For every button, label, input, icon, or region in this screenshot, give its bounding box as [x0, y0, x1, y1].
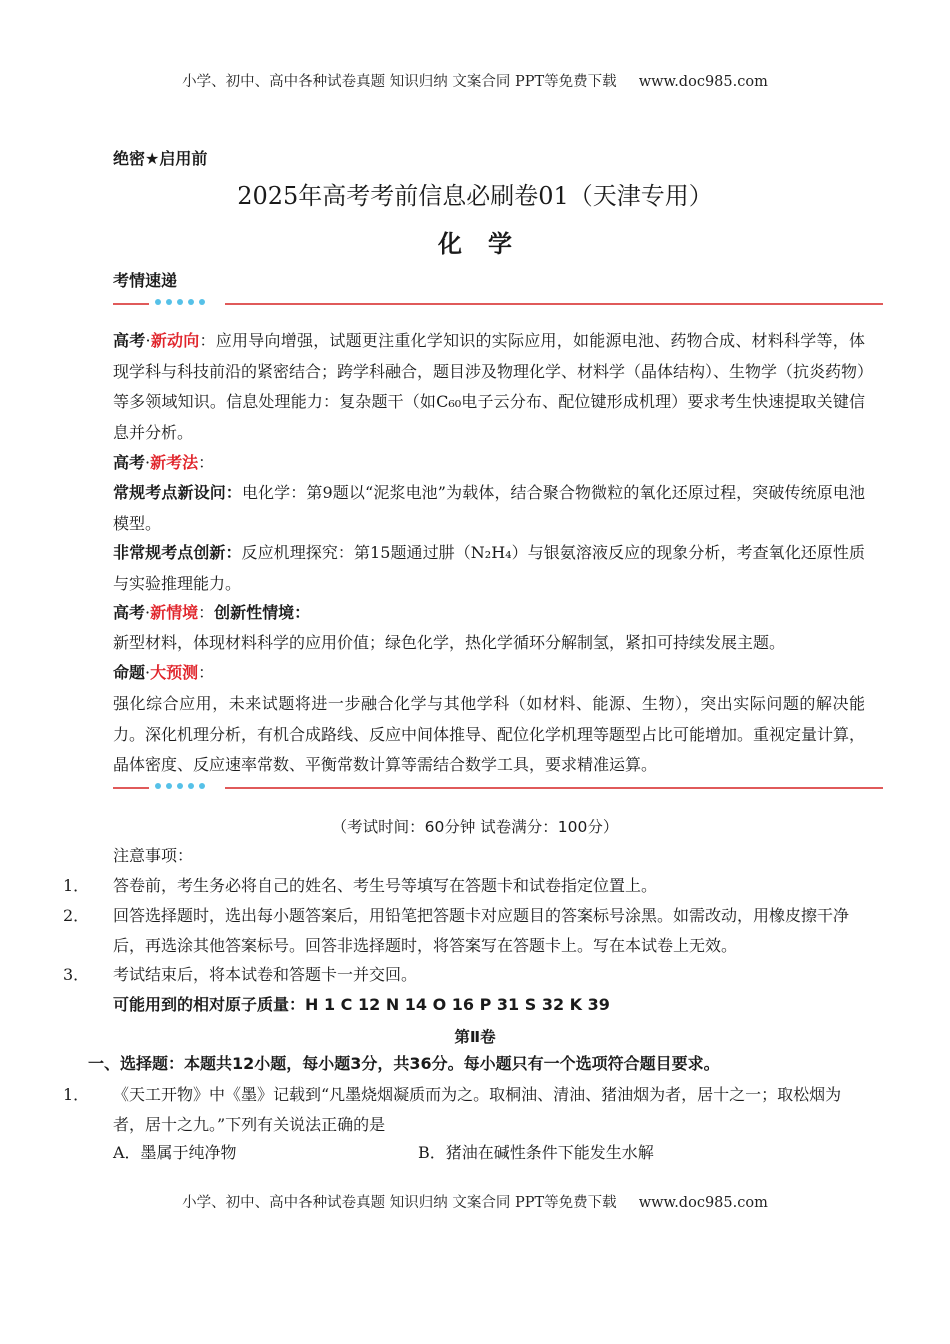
new-context-heading: 高考·新情境：创新性情境：: [113, 603, 311, 622]
secret-label: 绝密★启用前: [113, 149, 208, 168]
section1-title: 一、选择题：本题共12小题，每小题3分，共36分。每小题只有一个选项符合题目要求。: [88, 1054, 720, 1073]
page-header: [0, 70, 950, 91]
section-heading: 考情速递: [113, 271, 178, 290]
option-b[interactable]: B．猪油在碱性条件下能发生水解: [418, 1143, 654, 1162]
new-context-text: 新型材料，体现材料科学的应用价值；绿色化学，热化学循环分解制氢，紧扣可持续发展主题。: [113, 633, 786, 652]
new-method-heading: 高考·新考法：: [113, 453, 215, 472]
header-text: 小学、初中、高中各种试卷真题 知识归纳 文案合同 PPT等免费下载: [182, 74, 617, 90]
page-footer: [0, 1191, 950, 1212]
new-direction-paragraph: 高考·新动向：应用导向增强，试题更注重化学知识的实际应用，如能源电池、药物合成、材料科学等，体现学科与科技前沿的紧密结合；跨学科融合，题目涉及物理化学、材料学（晶体结构）、生物学（抗炎药物）等多领域知识。信息处理能力：复杂题干（如C₆₀电子云分布、配位键形成机理）要求考生快速提取关键信息并分析。: [113, 331, 866, 442]
divider-top: [113, 298, 883, 310]
prediction-text: 强化综合应用，未来试题将进一步融合化学与其他学科（如材料、能源、生物），突出实际问题的解决能力。深化机理分析，有机合成路线、反应中间体推导、配位化学机理等题型占比可能增加。重视定量计算，晶体密度、反应速率常数、平衡常数计算等需结合数学工具，要求精准运算。: [113, 694, 866, 774]
exam-title: 2025年高考考前信息必刷卷01（天津专用）: [237, 182, 713, 210]
new-direction-text: 应用导向增强，试题更注重化学知识的实际应用，如能源电池、药物合成、材料科学等，体现学科与科技前沿的紧密结合；跨学科融合，题目涉及物理化学、材料学（晶体结构）、生物学（抗炎药物）等多领域知识。信息处理能力：复杂题干（如C₆₀电子云分布、配位键形成机理）要求考生快速提取关键信息并分析。: [113, 331, 866, 442]
header-url[interactable]: www.doc985.com: [638, 74, 768, 90]
notice-item-3: 3． 考试结束后，将本试卷和答题卡一并交回。: [63, 965, 418, 984]
prediction-heading: 命题·大预测：: [113, 663, 215, 682]
notice-title: 注意事项：: [113, 846, 194, 865]
irregular-point-paragraph: 非常规考点创新：反应机理探究：第15题通过肼（N₂H₄）与银氨溶液反应的现象分析，考查氧化还原性质与实验推理能力。: [113, 543, 865, 593]
footer-text: 小学、初中、高中各种试卷真题 知识归纳 文案合同 PPT等免费下载: [182, 1195, 617, 1211]
volume-label: 第Ⅱ卷: [454, 1028, 496, 1046]
option-a[interactable]: A．墨属于纯净物: [113, 1143, 237, 1162]
question-1: 1． 《天工开物》中《墨》记载到“凡墨烧烟凝质而为之。取桐油、清油、猪油烟为者，居十之一；取松烟为者，居十之九。”下列有关说法正确的是: [63, 1085, 842, 1134]
regular-point-paragraph: 常规考点新设问：电化学：第9题以“泥浆电池”为载体，结合聚合物微粒的氧化还原过程，突破传统原电池模型。: [113, 483, 865, 533]
question-1-options: [113, 1140, 865, 1163]
notice-item-1: 1． 答卷前，考生务必将自己的姓名、考生号等填写在答题卡和试卷指定位置上。: [63, 876, 658, 895]
footer-url[interactable]: www.doc985.com: [638, 1195, 768, 1211]
atomic-mass: 可能用到的相对原子质量：H 1 C 12 N 14 O 16 P 31 S 32 K 39: [113, 995, 610, 1014]
divider-bottom: [113, 782, 883, 794]
exam-info: （考试时间：60分钟 试卷满分：100分）: [331, 818, 619, 836]
subject-title: 化学: [438, 229, 538, 258]
notice-item-2: 2． 回答选择题时，选出每小题答案后，用铅笔把答题卡对应题目的答案标号涂黑。如需改动，用橡皮擦干净后，再选涂其他答案标号。回答非选择题时，将答案写在答题卡上。写在本试卷上无效。: [63, 906, 850, 955]
